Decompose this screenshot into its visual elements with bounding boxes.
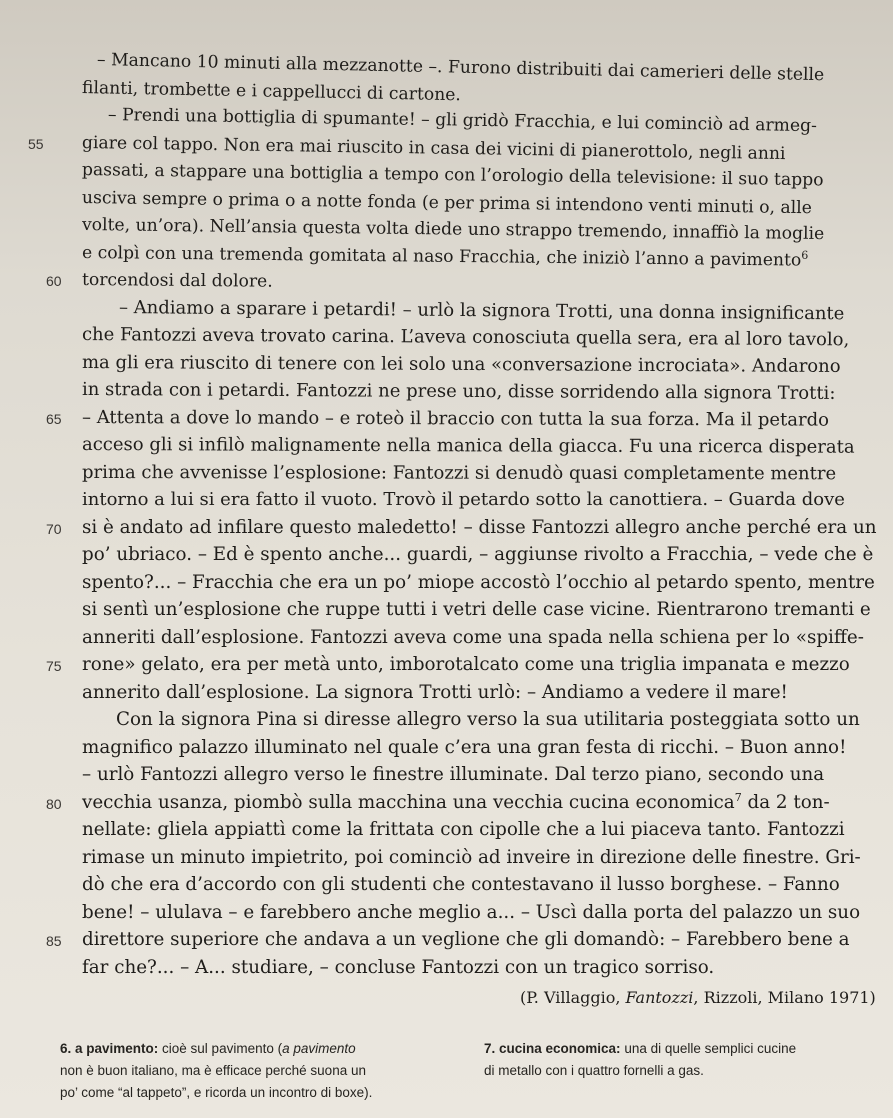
text-line: ma gli era riuscito di tenere con lei solo una «conversazione incrociata». Andarono bbox=[81, 352, 841, 377]
source-title: Fantozzi bbox=[625, 988, 694, 1007]
source-close: , Rizzoli, Milano 1971) bbox=[693, 988, 876, 1007]
footnote-text: cioè sul pavimento ( bbox=[158, 1041, 283, 1056]
footnote-6-line: non è buon italiano, ma è efficace perché suona un bbox=[60, 1063, 366, 1078]
footnote-text: una di quelle semplici cucine bbox=[620, 1041, 797, 1056]
footnote-6-line: po’ come “al tappeto”, e ricorda un incontro di boxe). bbox=[60, 1085, 373, 1100]
text-line: direttore superiore che andava a un veglione che gli domandò: – Farebbero bene a bbox=[82, 929, 850, 950]
text-line: filanti, trombette e i cappellucci di cartone. bbox=[81, 78, 462, 106]
text-line: – Prendi una bottiglia di spumante! – gli gridò Fracchia, e lui cominciò ad armeg- bbox=[107, 105, 818, 137]
text-line: – urlò Fantozzi allegro verso le finestre illuminate. Dal terzo piano, secondo una bbox=[82, 764, 825, 785]
text-line: passati, a stappare una bottiglia a tempo con l’orologio della televisione: il suo tappo bbox=[81, 160, 824, 191]
text-line: torcendosi dal dolore. bbox=[81, 270, 273, 292]
footnote-7-line: di metallo con i quattro fornelli a gas. bbox=[484, 1063, 704, 1078]
text-line: acceso gli si infilò malignamente nella manica della giacca. Fu una ricerca disperata bbox=[81, 434, 855, 458]
line-number: 55 bbox=[28, 136, 44, 152]
text-line: far che?... – A... studiare, – concluse Fantozzi con un tragico sorriso. bbox=[82, 957, 715, 978]
footnote-6 bbox=[60, 1038, 480, 1060]
text-line-content: vecchia usanza, piombò sulla macchina una vecchia cucina economica bbox=[82, 792, 735, 813]
text-line: bene! – ululava – e farebbero anche meglio a... – Uscì dalla porta del palazzo un suo bbox=[82, 902, 861, 923]
text-line: rimase un minuto impietrito, poi cominciò ad inveire in direzione delle finestre. Gri- bbox=[82, 847, 861, 868]
text-line: po’ ubriaco. – Ed è spento anche... guardi, – aggiunse rivolto a Fracchia, – vede che è bbox=[82, 544, 874, 565]
footnote-7 bbox=[484, 1038, 884, 1060]
text-line: usciva sempre o prima o a notte fonda (e per prima si intendono venti minuti o, alle bbox=[81, 188, 813, 219]
text-line: in strada con i petardi. Fantozzi ne prese uno, disse sorridendo alla signora Trotti: bbox=[81, 379, 836, 404]
text-line: – Mancano 10 minuti alla mezzanotte –. Furono distribuiti dai camerieri delle stelle bbox=[96, 50, 825, 86]
text-line: si è andato ad infilare questo maledetto! – disse Fantozzi allegro anche perché era un bbox=[82, 517, 877, 538]
text-line: volte, un’ora). Nell’ansia questa volta diede uno strappo tremendo, innaffiò la moglie bbox=[81, 215, 825, 245]
text-line: – Andiamo a sparare i petardi! – urlò la signora Trotti, una donna insignificante bbox=[118, 297, 845, 325]
text-line-content: e colpì con una tremenda gomitata al naso Fracchia, che iniziò l’anno a pavimento bbox=[81, 243, 802, 271]
line-number: 85 bbox=[46, 933, 62, 949]
text-line: – Attenta a dove lo mando – e roteò il braccio con tutta la sua forza. Ma il petardo bbox=[81, 407, 830, 431]
footnote-label: 7. cucina economica: bbox=[484, 1041, 621, 1056]
text-line bbox=[82, 241, 809, 273]
text-line: nellate: gliela appiattì come la frittata con cipolle che a lui piaceva tanto. Fantozzi bbox=[82, 819, 845, 840]
line-number: 65 bbox=[46, 411, 62, 427]
text-line: che Fantozzi aveva trovato carina. L’aveva conosciuta quella sera, era al loro tavolo, bbox=[81, 324, 850, 351]
text-line: giare col tappo. Non era mai riuscito in casa dei vicini di pianerottolo, negli anni bbox=[81, 133, 786, 165]
text-line: si sentì un’esplosione che ruppe tutti i vetri delle case vicine. Rientrarono tremanti e bbox=[82, 599, 871, 620]
footnote-marker: 6 bbox=[801, 248, 809, 262]
line-number: 80 bbox=[46, 796, 62, 812]
text-line: Con la signora Pina si diresse allegro verso la sua utilitaria posteggiata sotto un bbox=[116, 709, 860, 730]
text-line: prima che avvenisse l’esplosione: Fantozzi si denudò quasi completamente mentre bbox=[81, 462, 837, 485]
line-number: 70 bbox=[46, 521, 62, 537]
source-citation bbox=[520, 988, 876, 1007]
footnote-label: 6. a pavimento: bbox=[60, 1041, 159, 1056]
text-line: dò che era d’accordo con gli studenti che contestavano il lusso borghese. – Fanno bbox=[82, 874, 840, 895]
source-open: (P. Villaggio, bbox=[520, 988, 626, 1007]
text-line: spento?... – Fracchia che era un po’ miope accostò l’occhio al petardo spento, mentre bbox=[82, 572, 875, 593]
text-line-content: da 2 ton- bbox=[741, 792, 830, 813]
text-line bbox=[82, 791, 830, 815]
footnote-marker: 7 bbox=[734, 790, 742, 804]
line-number: 75 bbox=[46, 658, 62, 674]
line-number: 60 bbox=[46, 273, 62, 289]
text-line: magnifico palazzo illuminato nel quale c’era una gran festa di ricchi. – Buon anno! bbox=[82, 737, 847, 758]
text-line: intorno a lui si era fatto il vuoto. Trovò il petardo sotto la canottiera. – Guarda dove bbox=[82, 489, 845, 510]
text-line: anneriti dall’esplosione. Fantozzi aveva come una spada nella schiena per lo «spiffe- bbox=[82, 627, 864, 648]
footnote-italic: a pavimento bbox=[282, 1041, 356, 1056]
text-line: rone» gelato, era per metà unto, imborotalcato come una triglia impanata e mezzo bbox=[82, 654, 850, 675]
text-line: annerito dall’esplosione. La signora Trotti urlò: – Andiamo a vedere il mare! bbox=[82, 682, 788, 703]
